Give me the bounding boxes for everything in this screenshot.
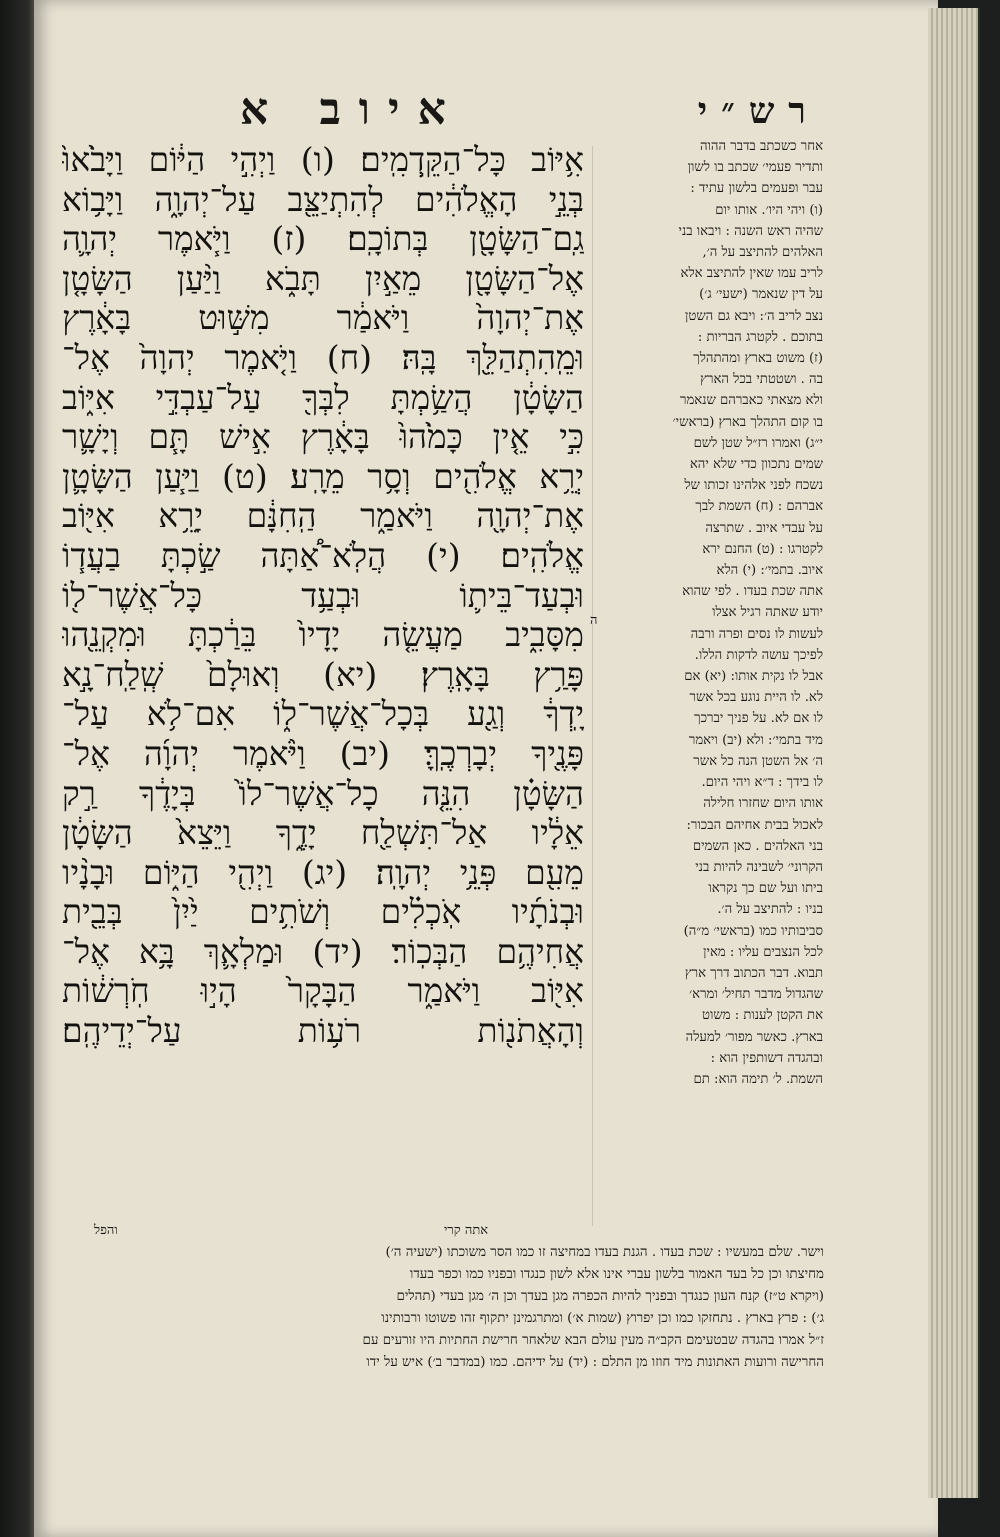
- rashi-line: אחר כשכתב בדבר ההוה: [699, 139, 823, 154]
- main-text-line: הַשָּׂטָ֔ן הֲשַׂ֥מְתָּ לִבְּךָ֖ עַל־עַבְדִּ֣י אִיּ֑וֹב: [62, 377, 584, 417]
- rashi-line: ה׳ אל השטן הנה כל אשר: [693, 753, 823, 769]
- main-text-line: פָּרַ֥ץ בָּאָֽרֶץ׃ (יא) וְאוּלָם֙ שְֽׁלַֽח־נָ֣א: [62, 654, 584, 694]
- rashi-line: הקרוני׳ לשבינה להיות בני: [695, 859, 823, 875]
- footnote-right: אתה קרי: [444, 1223, 489, 1238]
- main-text-line: אֶל־הַשָּׂטָ֖ן מֵאַ֣יִן תָּבֹ֑א וַיַּ֨עַן הַשָּׂטָ֤ן: [62, 258, 584, 298]
- rashi-header: רש״י: [697, 90, 820, 132]
- rashi-line: סביבותיו כמו (בראשי׳ מ״ה): [683, 923, 823, 939]
- main-text-line: כִּ֣י אֵ֤ין כָּמֹ֙הוּ֙ בָּאָ֔רֶץ אִ֣ישׁ תָּ֧ם וְיָשָׁ֛ר: [62, 417, 584, 457]
- rashi-line: בניו : להתיצב על ה׳.: [717, 902, 823, 918]
- main-text-line: אֱלֹהִֽים׃ (י) הֲלֹֽא־אַ֠תָּה שַׂ֣כְתָּ בַעֲד֧וֹ: [62, 535, 584, 575]
- main-text-line: אֲחִיהֶ֥ם הַבְּכֽוֹר׃ (יד) וּמַלְאָ֛ךְ בָּ֥א אֶל־: [62, 931, 584, 971]
- rashi-line: בתוכם . לקטרג הבריות :: [697, 329, 823, 345]
- rashi-line: אותו היום שחזרו חלילה: [703, 796, 823, 812]
- main-text-line: אִיּ֖וֹב וַיֹּאמַ֑ר הַבָּקָר֙ הָי֣וּ חֹֽרְשׁ֔וֹת: [62, 971, 584, 1011]
- main-text-line: אִ֥יּוֹב כָּל־הַקֵּֽדְמִֽים׃ (ו) וַיְהִ֣י הַיּ֔וֹם וַיָּבֹ֙אוּ֙: [62, 140, 584, 179]
- rashi-line: יודע שאתה רגיל אצלו: [712, 605, 823, 621]
- rashi-bottom-line: (ויקרא ט״ז) קנח העון כנגדך ובפניך להיות הכפרה מגן בעדך וכן ה׳ מגן בעדי (תהלים: [396, 1289, 824, 1304]
- rashi-line: לקטרגו : (ט) החנם ירא: [702, 541, 823, 557]
- rashi-line: י״ג) ואמרו רז״ל שטן לשם: [693, 435, 823, 451]
- rashi-line: לפיכך עושה לדקות הללו.: [694, 647, 823, 663]
- rashi-line: שהגדול מדבר תחיל׳ ומרא׳: [689, 987, 823, 1003]
- rashi-line: ותדיר פעמי׳ שכתב בו לשון: [687, 160, 823, 176]
- main-text-line: יָֽדְךָ֔ וְגַ֖ע בְּכָל־אֲשֶׁר־ל֑וֹ אִם־לֹ֥א עַל־: [62, 694, 584, 734]
- rashi-line: על דין שנאמר (ישעי׳ ג׳): [699, 287, 823, 303]
- rashi-bottom-line: וישר. שלם במעשיו : שכת בעדו . הגנת בעדו במחיצה זו כמו הסר משוכתו (ישעיה ה׳): [385, 1245, 824, 1260]
- rashi-line: ולא מצאתי כאברהם שנאמר: [679, 393, 823, 409]
- rashi-line: שמים נתכוון כדי שלא יהא: [689, 457, 823, 473]
- rashi-line: האלהים להתיצב על ה׳,: [702, 245, 823, 261]
- rashi-commentary-column: [597, 136, 823, 1090]
- main-text-line: מִסָּבִ֑יב מַעֲשֵׂ֤ה יָדָיו֙ בֵּרַ֔כְתָּ וּמִקְנֵ֖הוּ: [62, 615, 584, 655]
- rashi-line: (ז) משוט בארץ ומהתהלך: [693, 351, 823, 367]
- main-text-line: אֶת־יְהוָה֙ וַיֹּאמַ֔ר מִשּׁ֣וּט בָּאָ֔רֶץ: [62, 298, 584, 338]
- rashi-line: איוב. בתמי׳: (י) הלא: [716, 563, 823, 579]
- rashi-line: לעשות לו נסים ופרה ורבה: [690, 626, 823, 642]
- rashi-line: לאכול בבית אחיהם הבכור:: [686, 817, 823, 833]
- main-text-line: אֶת־יְהוָ֖ה וַיֹּאמַ֑ר הַֽחִנָּ֔ם יָרֵ֥א אִיּ֖וֹב: [62, 496, 584, 536]
- rashi-line: לו בידך : ד״א ויהי היום.: [701, 775, 823, 791]
- rashi-line: את הקטן לענות : משוט: [702, 1008, 823, 1024]
- page-edges: [928, 8, 980, 1498]
- main-text-line: וְהָאֲתֹנ֖וֹת רֹע֥וֹת עַל־יְדֵיהֶֽם׃: [62, 1011, 584, 1051]
- rashi-line: לא. לו היית נוגע בכל אשר: [689, 690, 823, 706]
- rashi-line: נשכח לפני אלהינו זכותו של: [684, 478, 823, 494]
- rashi-line: ובהגדה דשותפין הוא :: [710, 1050, 823, 1066]
- rashi-line: לכל הנצבים עליו : מאין: [703, 944, 823, 960]
- main-text-line: יְרֵ֥א אֱלֹהִ֖ים וְסָ֥ר מֵרָֽע׃ (ט) וַיַּ֧עַן הַשָּׂטָ֛ן: [62, 456, 584, 496]
- rashi-line: אבל לו נקית אותו: (יא) אם: [684, 669, 823, 685]
- rashi-line: תבוא. דבר הכתוב דרך ארץ: [684, 965, 823, 981]
- rashi-line: ביתו ועל שם כך נקראו: [708, 881, 823, 897]
- rashi-line: השמת. ל׳ תימה הוא: תם: [693, 1071, 823, 1087]
- rashi-line: בארץ. כאשר מפור׳ למעלה: [685, 1029, 823, 1045]
- rashi-line: על עבדי איוב . שתרצה: [705, 520, 823, 536]
- main-text-line: אֵלָ֔יו אַל־תִּשְׁלַ֖ח יָדֶ֑ךָ וַיֵּצֵא֙ הַשָּׂטָ֔ן: [62, 813, 584, 853]
- rashi-line: מיד בתמי׳: ולא (יב) ויאמר: [688, 732, 823, 748]
- book-title: איוב א: [240, 84, 464, 135]
- textual-notes: [94, 1222, 594, 1244]
- rashi-line: לו אם לא. על פניך יברכך: [694, 711, 823, 727]
- main-text-line: מֵעִ֖ם פְּנֵ֥י יְהוָֽה׃ (יג) וַיְהִ֖י הַיּ֑וֹם וּבָנָ֨יו: [62, 852, 584, 892]
- main-text-line: וּבְנֹתָ֜יו אֹֽכְלִ֗ים וְשֹׁתִ֥ים יַ֙יִן֙ בְּבֵ֖ית: [62, 892, 584, 932]
- rashi-line: אתה שכת בעדו . לפי שהוא: [682, 584, 823, 600]
- main-text-line: הַשָּׂטָ֗ן הִנֵּ֤ה כָל־אֲשֶׁר־לוֹ֙ בְּיָדֶ֔ךָ רַ֣ק: [62, 773, 584, 813]
- main-text-line: פָּנֶ֖יךָ יְבָרְכֶֽךָּ׃ (יב) וַיֹּ֨אמֶר יְהוָ֜ה אֶל־: [62, 733, 584, 773]
- main-text-column: [62, 140, 584, 1051]
- rashi-line: בני האלהים . כאן השמים: [692, 838, 823, 854]
- rashi-line: לריב עמו שאין להתיצב אלא: [680, 266, 823, 282]
- main-text-line: גַֽם־הַשָּׂטָ֖ן בְּתוֹכָֽם׃ (ז) וַיֹּ֧אמֶר יְהוָ֛ה: [62, 219, 584, 259]
- rashi-line: (ו) ויהי היו׳. אותו יום: [715, 202, 823, 218]
- rashi-line: בו קום התהלך בארץ (בראשי׳: [672, 414, 823, 430]
- column-divider: [592, 146, 593, 1226]
- rashi-bottom-line: ז״ל אמרו בהגדה שבטעימם הקב״ה מעין עולם הבא שלאחר חרישת החתיות היו זורעים עם: [362, 1333, 824, 1348]
- rashi-commentary-bottom: [64, 1242, 824, 1374]
- main-text-line: וּבְעַד־בֵּית֛וֹ וּבְעַ֥ד כָּל־אֲשֶׁר־ל֖וֹ: [62, 575, 584, 615]
- rashi-line: נצב לריב ה׳: ויבא גם השטן: [685, 308, 823, 324]
- main-text-line: וּמֵֽהִתְהַלֵּ֖ךְ בָּֽהּ׃ (ח) וַיֹּ֤אמֶר יְהוָה֙ אֶל־: [62, 337, 584, 377]
- rashi-bottom-line: מחיצתו וכן כל בעד האמור בלשון עברי אינו אלא לשון כנגדו ובפניו כמו וכפר בעדו: [409, 1267, 824, 1282]
- rashi-bottom-line: ג׳) : פרץ בארץ . נתחזקו כמו וכן יפרוץ (שמות א׳) ומתרגמינן יתקוף זהו פשוטו ורבותינו: [381, 1311, 824, 1326]
- rashi-line: שהיה ראש השנה : ויבאו בני: [678, 223, 823, 239]
- rashi-line: בה . ושטטתי בכל הארץ: [700, 372, 823, 388]
- rashi-line: עבר ופעמים בלשון עתיד :: [690, 181, 823, 197]
- margin-mark: ה: [590, 613, 598, 628]
- main-text-line: בְּנֵ֣י הָאֱלֹהִ֔ים לְהִתְיַצֵּ֖ב עַל־יְהוָ֑ה וַיָּב֥וֹא: [62, 179, 584, 219]
- rashi-line: אברהם : (ח) השמת לבך: [695, 499, 823, 515]
- rashi-bottom-line: החרישה ורועות האתונות מיד חוזו מן התלם : (יד) על ידיהם. כמו (במדבר ב׳) איש על ידו: [366, 1355, 824, 1370]
- page-header: [70, 82, 890, 142]
- footnote-left: והפל: [94, 1223, 118, 1238]
